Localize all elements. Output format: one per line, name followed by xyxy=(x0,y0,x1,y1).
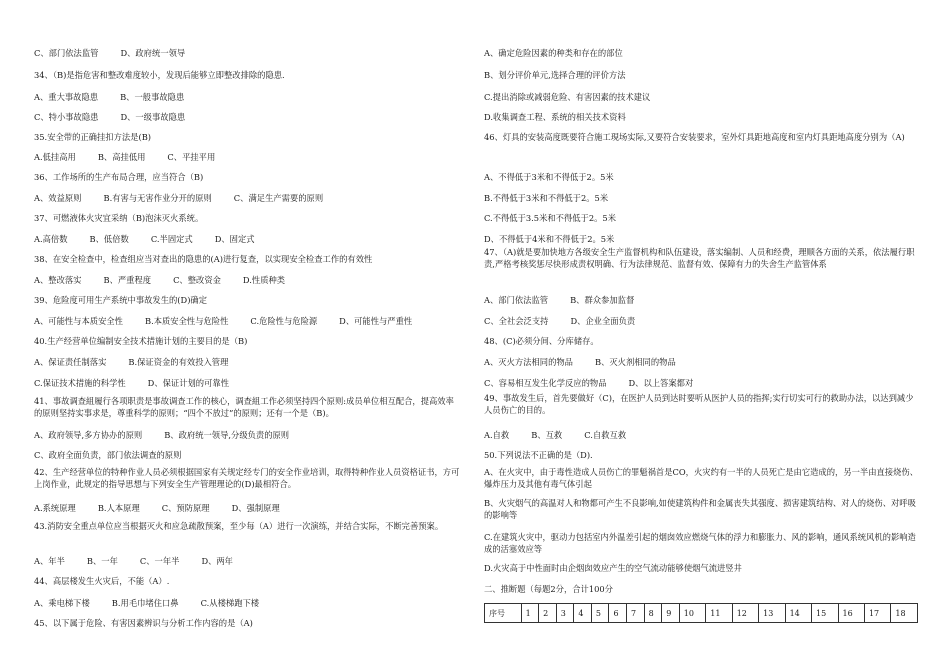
line-text: A、整改落实 xyxy=(34,275,82,285)
line-text: B、灭火剂相同的物品 xyxy=(594,357,676,367)
question-line xyxy=(34,336,269,347)
line-text: C.提出消除或减弱危险、有害因素的技术建议 xyxy=(484,92,651,102)
question-line xyxy=(484,213,638,224)
line-text: 38、在安全检查中，检查组应当对查出的隐患的(A)进行复查，以实现安全检查工作的有效性 xyxy=(34,254,373,264)
score-table-cell: 4 xyxy=(574,604,592,623)
line-text: B、一年 xyxy=(86,556,118,566)
score-table-cell: 16 xyxy=(838,604,864,623)
line-text: B、群众参加监督 xyxy=(570,295,635,305)
line-text: 36、工作场所的生产布局合理，应当符合（B) xyxy=(34,172,204,182)
line-text: A、不得低于3米和不得低于2。5米 xyxy=(484,172,614,182)
line-text: A、政府领导,多方协办的原则 xyxy=(34,430,143,440)
line-text: 34、（B)是指危害和整改难度较小，发现后能够立即整改排除的隐患. xyxy=(34,70,285,80)
line-text: D、政府统一领导 xyxy=(120,48,186,58)
question-line xyxy=(34,275,307,286)
question-paragraph: B、火灾烟气的高温对人和物都可产生不良影响,如使建筑构件和金属丧失其强度、损害建筑结构、对人的烧伤、对呼吸的影响等 xyxy=(484,498,916,520)
score-table-cell: 14 xyxy=(785,604,811,623)
line-text: A.高倍数 xyxy=(34,234,68,244)
line-text: D、一级事故隐患 xyxy=(120,112,186,122)
line-text: 39、危险度可用生产系统中事故发生的(D)确定 xyxy=(34,295,208,305)
line-text: C、预防原理 xyxy=(161,503,210,513)
question-line xyxy=(484,92,672,103)
line-text: 40.生产经营单位编制安全技术措施计划的主要目的是（B) xyxy=(34,336,248,346)
line-text: 44、高层楼发生火灾后，不能（A）. xyxy=(34,576,170,586)
line-text: C.自救互救 xyxy=(584,430,627,440)
question-line xyxy=(34,503,302,514)
line-text: 35.安全带的正确挂扣方法是(B) xyxy=(34,132,152,142)
score-table-cell: 8 xyxy=(644,604,662,623)
line-text: D、企业全面负责 xyxy=(570,316,636,326)
question-paragraph: A、在火灾中，由于毒性造成人员伤亡的罪魁祸首是CO，火灾约有一半的人员死亡是由它造成的，另一半由直接烧伤、爆炸压力及其他有毒气体引起 xyxy=(484,467,918,489)
score-table-cell: 6 xyxy=(609,604,627,623)
question-line xyxy=(484,584,635,595)
score-table-cell: 7 xyxy=(627,604,645,623)
line-text: C、特小事故隐患 xyxy=(34,112,99,122)
line-text: C、全社会泛支持 xyxy=(484,316,549,326)
score-table-cell: 1 xyxy=(521,604,539,623)
question-line xyxy=(34,316,434,327)
question-line xyxy=(34,234,277,245)
line-text: D、固定式 xyxy=(214,234,255,244)
line-text: A、乘电梯下楼 xyxy=(34,598,90,608)
line-text: D、以上答案都对 xyxy=(628,378,694,388)
line-text: C.保证技术措施的科学性 xyxy=(34,378,126,388)
question-line xyxy=(34,450,203,461)
question-line xyxy=(34,152,237,163)
score-table-row xyxy=(485,604,918,623)
line-text: 二、推断题（每题2分，合计100分 xyxy=(484,584,613,594)
line-text: C.危险性与危险源 xyxy=(250,316,318,326)
question-paragraph: C.在建筑火灾中，驱动力包括室内外温差引起的烟囱效应燃烧气体的浮力和膨胀力、风的影响，通风系统风机的影响造成的活塞效应等 xyxy=(484,532,916,554)
line-text: C.从楼梯跑下楼 xyxy=(200,598,260,608)
question-line xyxy=(34,430,311,441)
question-line xyxy=(34,172,225,183)
question-paragraph: 47、（A)就是要加快地方各级安全生产监督机构和队伍建设，落实编制、人员和经费，理顺各方面的关系，依法履行职责,严格考核奖惩尽快形成责权明确、行为法律规范、监督有效、保障有力的失舍生产监管体系 xyxy=(484,247,915,269)
score-table-cell: 10 xyxy=(679,604,705,623)
question-line xyxy=(34,92,206,103)
line-text: D.收集调查工程、系统的相关技术资料 xyxy=(484,112,626,122)
line-text: D、保证计划的可靠性 xyxy=(147,378,229,388)
line-text: C、政府全面负责，部门依法调查的原则 xyxy=(34,450,182,460)
question-line xyxy=(484,234,636,245)
line-text: B、一般事故隐患 xyxy=(120,92,185,102)
question-line xyxy=(34,70,307,81)
question-line xyxy=(484,450,615,461)
question-line xyxy=(34,112,207,123)
line-text: B.保证资金的有效投入管理 xyxy=(128,357,229,367)
line-text: C、整改资金 xyxy=(173,275,221,285)
score-table-cell: 18 xyxy=(891,604,918,623)
question-line xyxy=(484,112,648,123)
question-line xyxy=(484,316,657,327)
line-text: C、一年半 xyxy=(139,556,180,566)
line-text: B、政府统一领导,分级负责的原则 xyxy=(164,430,290,440)
question-line xyxy=(34,213,225,224)
question-line xyxy=(34,193,345,204)
line-text: A、部门依法监管 xyxy=(484,295,549,305)
question-paragraph: 43.消防安全重点单位应当根据灭火和应急疏散预案，至少每（A）进行一次演练，并结合实际，不断完善预案。 xyxy=(34,521,444,531)
line-text: D、强制原理 xyxy=(231,503,280,513)
line-text: A、保证责任制落实 xyxy=(34,357,107,367)
question-line xyxy=(34,48,207,59)
question-line xyxy=(34,378,251,389)
line-text: A、灭火方法相同的物品 xyxy=(484,357,573,367)
line-text: 50.下列说法不正确的是（D). xyxy=(484,450,593,460)
line-text: B、划分评价单元,选择合理的评价方法 xyxy=(484,70,626,80)
line-text: A、年半 xyxy=(34,556,65,566)
question-line xyxy=(484,70,648,81)
line-text: D、两年 xyxy=(201,556,233,566)
question-line xyxy=(34,556,255,567)
line-text: 48、(C)必须分间、分库储存。 xyxy=(484,336,599,346)
question-line xyxy=(34,598,281,609)
question-line xyxy=(484,357,698,368)
line-text: A.自救 xyxy=(484,430,510,440)
score-table-cell: 3 xyxy=(556,604,574,623)
line-text: 37、可燃液体火灾宜采纳（B)泡沫灭火系统。 xyxy=(34,213,204,223)
question-paragraph: D.火灾高于中性面时由企烟囱效应产生的空气流动能够使烟气流进竖井 xyxy=(484,563,742,573)
line-text: C.不得低于3.5米和不得低于2。5米 xyxy=(484,213,617,223)
line-text: A.低挂高用 xyxy=(34,152,76,162)
score-table xyxy=(484,603,918,623)
question-line xyxy=(34,254,394,265)
score-table-cell: 13 xyxy=(759,604,785,623)
question-line xyxy=(34,132,173,143)
score-table-cell: 12 xyxy=(732,604,758,623)
question-paragraph: 49、事故发生后，首先要做好（C)，在医护人员到达时要听从医护人员的指挥;实行切实可行的救助办法，以达到减少人员伤亡的目的。 xyxy=(484,393,914,415)
question-line xyxy=(34,618,275,629)
question-line xyxy=(484,193,630,204)
line-text: C、平挂平用 xyxy=(167,152,216,162)
question-line xyxy=(484,48,645,59)
line-text: D、不得低于4米和不得低于2。5米 xyxy=(484,234,615,244)
score-table-cell: 15 xyxy=(812,604,838,623)
line-text: 45、以下属于危险、有害因素辨识与分析工作内容的是（A) xyxy=(34,618,253,628)
question-line xyxy=(484,336,621,347)
score-table-cell: 11 xyxy=(706,604,732,623)
question-line xyxy=(34,576,191,587)
question-line xyxy=(34,295,229,306)
line-text: B.用毛巾堵住口鼻 xyxy=(111,598,179,608)
question-paragraph: 42、生产经营单位的特种作业人员必须根据国家有关规定经专门的安全作业培训，取得特种作业人员资格证书，方可上岗作业，此规定的指导思想与下列安全生产管理理论的(D)最相符合。 xyxy=(34,467,460,489)
line-text: A、可能性与本质安全性 xyxy=(34,316,123,326)
line-text: B、严重程度 xyxy=(103,275,152,285)
score-table-cell: 17 xyxy=(864,604,890,623)
line-text: B、互救 xyxy=(531,430,563,440)
line-text: A.系统原理 xyxy=(34,503,76,513)
line-text: B、低倍数 xyxy=(89,234,129,244)
question-line xyxy=(484,378,715,389)
score-table-cell: 2 xyxy=(539,604,557,623)
line-text: D、可能性与严重性 xyxy=(339,316,413,326)
question-line xyxy=(484,172,636,183)
line-text: C、满足生产需要的原则 xyxy=(233,193,324,203)
line-text: A、重大事故隐患 xyxy=(34,92,99,102)
line-text: A、效益原则 xyxy=(34,193,82,203)
line-text: B.有害与无害作业分开的原则 xyxy=(103,193,212,203)
line-text: B.本质安全性与危险性 xyxy=(144,316,229,326)
line-text: D.性质种类 xyxy=(242,275,286,285)
line-text: B.人本原理 xyxy=(97,503,140,513)
line-text: A、确定危险因素的种类和存在的部位 xyxy=(484,48,623,58)
question-line xyxy=(34,357,250,368)
score-table-cell: 9 xyxy=(662,604,680,623)
question-line xyxy=(484,295,656,306)
line-text: C、容易相互发生化学反应的物品 xyxy=(484,378,607,388)
line-text: B.不得低于3米和不得低于2。5米 xyxy=(484,193,609,203)
score-table-header: 序号 xyxy=(485,604,522,623)
line-text: C、部门依法监管 xyxy=(34,48,99,58)
question-paragraph: 41、事故调查組履行各项职责是事故调查工作的核心，调查組工作必须坚持四个原则:成员单位相互配合，提高效率的原则坚持实事求是，尊重科学的原则；“四个不放过”的原则；还有一个是（B)。 xyxy=(34,396,454,418)
line-text: B、高挂低用 xyxy=(97,152,146,162)
score-table-cell: 5 xyxy=(591,604,609,623)
question-line xyxy=(484,430,648,441)
line-text: C.半固定式 xyxy=(150,234,193,244)
question-paragraph: 46、灯具的安装高度既要符合施工現场实际,又要符合安装要求，室外灯具距地高度和室内灯具距地高度分别为（A) xyxy=(484,132,905,142)
